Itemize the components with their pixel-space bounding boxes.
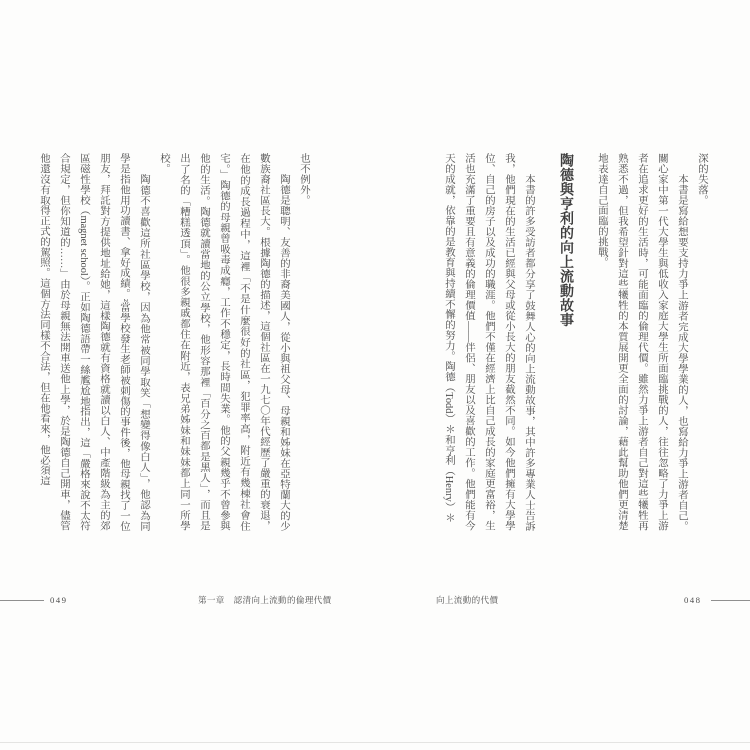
section-paragraph-start: 本書的許多受訪者都分享了鼓舞人心的向上流動故事，其中許多專業人士告訴我，他們現在的生活已經與父母或從小長大的朋友截然不同。如今他們擁有大學學位、自己的房子以及成功的職涯。他們不僅在經濟上比自己成長的家庭更富裕，生活也充滿了重要且有意義的倫理價值——伴侶、朋友以及喜歡的工作。他們能有今天的成就，依靠的是教育與持續不懈的努力。陶德（Todd）＊和亨利（Henry）＊	[443, 153, 534, 531]
intro-paragraph: 本書是寫給想要支持力爭上游者完成大學學業的人，也寫給力爭上游者自己。關心家中第一代大學生與低收入家庭大學生所面臨挑戰的人，往往忽略了力爭上游者在追求更好的生活時，可能面臨的倫理代價。雖然力爭上游者自己對這些犧牲再熟悉不過，但我希望針對這些犧牲的本質展開更全面的討論，藉此幫助他們更清楚地表達自己面臨的挑戰。	[596, 153, 687, 531]
page-bottom-edge	[0, 742, 750, 743]
page-048-body	[438, 153, 711, 531]
page-number-left: 049	[50, 595, 68, 605]
folio-rule-right	[711, 600, 750, 601]
running-head-chapter: 第一章 認清向上流動的倫理代價	[198, 595, 332, 605]
paragraph-todd-background: 陶德是聰明、友善的非裔美國人，從小與祖父母、母親和姊妹在亞特蘭大的少數族裔社區長大。根據陶德的描述，這個社區在一九七〇年代經歷了嚴重的衰退，在他的成長過程中，這裡「不是什麼很好的社區，犯罪率高，附近有幾棟社會住宅。」陶德的母親曾吸毒成癮，工作不穩定，長時間失業。他的父親幾乎不曾參與他的生活。陶德就讀當地的公立學校，他形容那裡「百分之百都是黑人」，而且是出了名的「糟糕透頂」。他很多親戚都住在附近，表兄弟姊妹和妹妹都上同一所學校。	[158, 153, 289, 531]
folio-rule-left	[0, 600, 44, 601]
page-049-body	[33, 153, 313, 531]
section-heading: 陶德與亨利的向上流動故事	[558, 153, 573, 327]
sentence-continuation: 也不例外。	[298, 153, 309, 205]
page-number-right: 048	[684, 595, 702, 605]
paragraph-continuation-end: 深的失落。	[696, 153, 707, 205]
running-head-book-title: 向上流動的代價	[436, 595, 499, 605]
paragraph-todd-school: 陶德不喜歡這所社區學校，因為他常被同學取笑「想變得像白人」，他認為同學是指他用功讀書、拿好成績。²當學校發生老師被刺傷的事件後，他母親找了一位朋友，拜託對方提供地址給她，這樣陶德就有資格就讀以白人、中產階級為主的郊區磁性學校（magnet school）。正如陶德語帶一絲尷尬地指出，這「嚴格來說不太符合規定，但你知道的……」由於母親無法開車送他上學，於是陶德自己開車，儘管他還沒有取得正式的駕照。這個方法同樣不合法，但在他看來，他必須這	[38, 153, 149, 531]
